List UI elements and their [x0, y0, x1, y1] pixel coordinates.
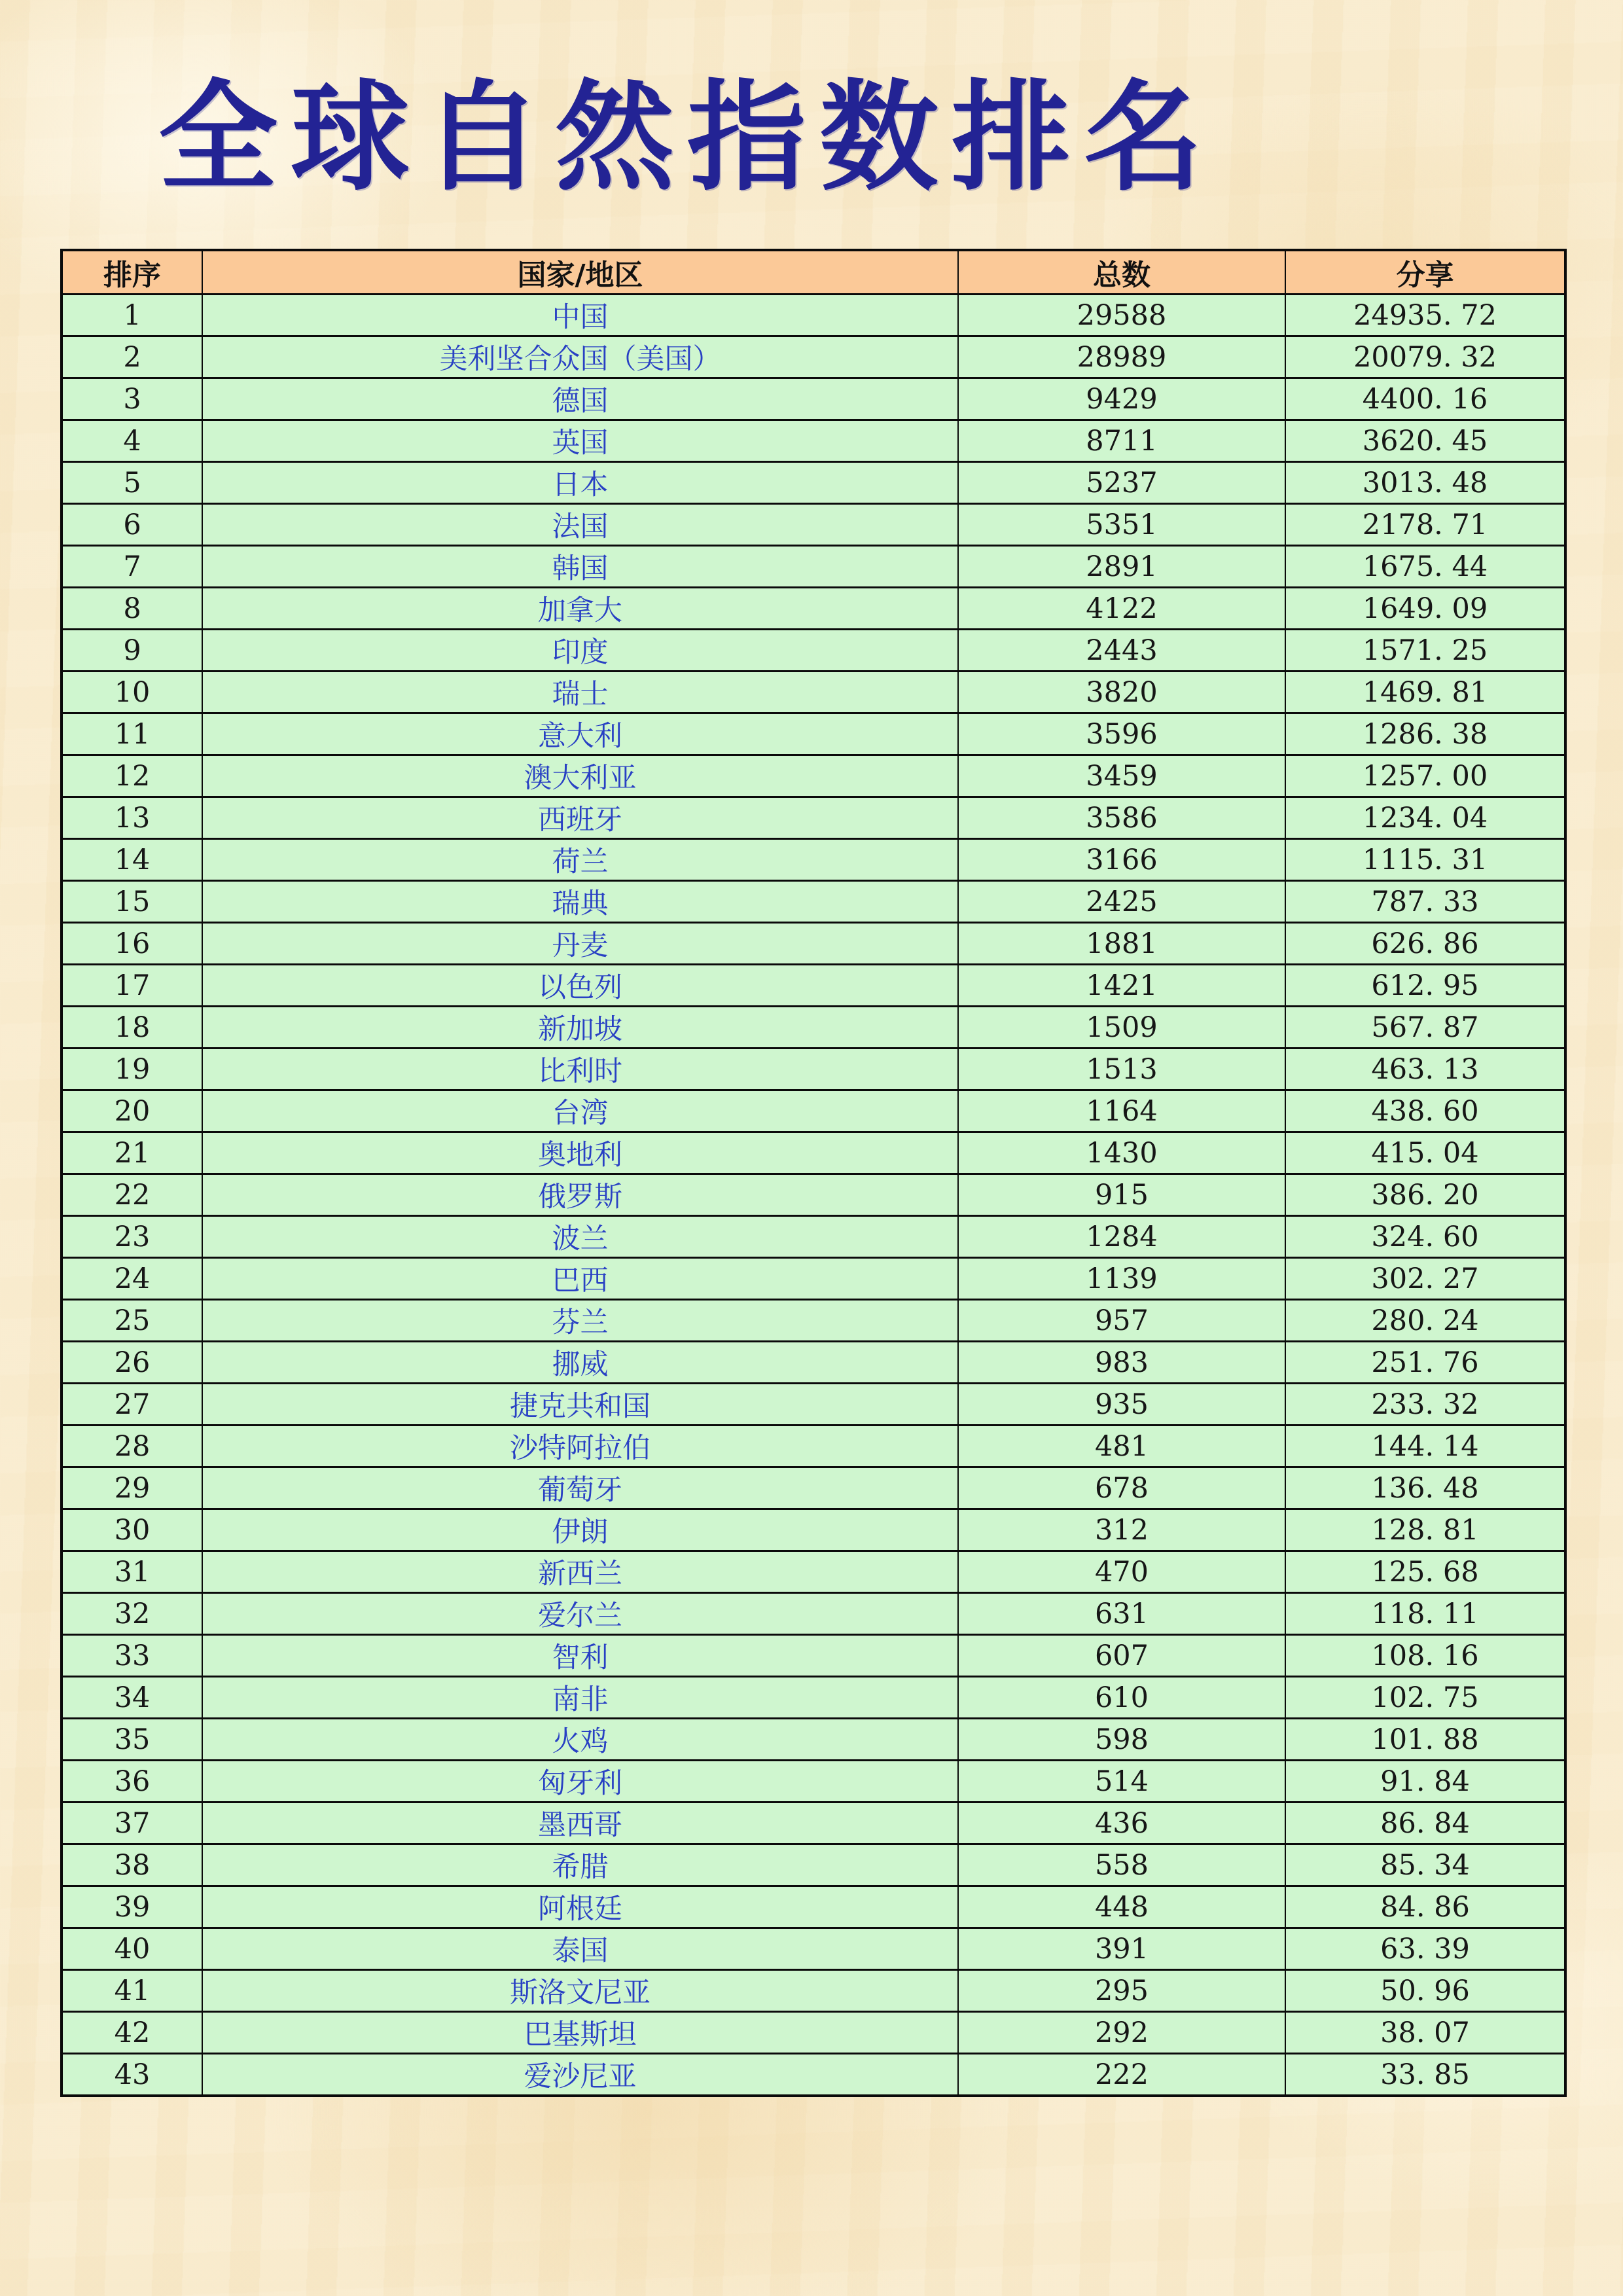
table-row [62, 1426, 1565, 1467]
table-row [62, 1049, 1565, 1090]
table-row [62, 1342, 1565, 1384]
cell-total: 3596 [958, 713, 1285, 755]
cell-country: 巴基斯坦 [202, 2012, 958, 2054]
cell-rank: 19 [62, 1049, 202, 1090]
table-row [62, 965, 1565, 1007]
cell-rank: 9 [62, 630, 202, 672]
table-row [62, 797, 1565, 839]
cell-share: 108. 16 [1285, 1635, 1565, 1677]
column-header-share: 分享 [1285, 250, 1565, 295]
cell-total: 295 [958, 1970, 1285, 2012]
cell-rank: 22 [62, 1174, 202, 1216]
cell-country: 英国 [202, 420, 958, 462]
cell-country: 匈牙利 [202, 1761, 958, 1803]
cell-share: 386. 20 [1285, 1174, 1565, 1216]
cell-country: 以色列 [202, 965, 958, 1007]
cell-total: 448 [958, 1886, 1285, 1928]
cell-country: 荷兰 [202, 839, 958, 881]
cell-country: 法国 [202, 504, 958, 546]
cell-share: 136. 48 [1285, 1467, 1565, 1509]
table-row [62, 1090, 1565, 1132]
cell-total: 607 [958, 1635, 1285, 1677]
table-row [62, 1719, 1565, 1761]
cell-rank: 33 [62, 1635, 202, 1677]
table-row [62, 2012, 1565, 2054]
cell-share: 86. 84 [1285, 1803, 1565, 1844]
cell-total: 5351 [958, 504, 1285, 546]
cell-rank: 5 [62, 462, 202, 504]
table-row [62, 378, 1565, 420]
table-row [62, 672, 1565, 713]
cell-share: 233. 32 [1285, 1384, 1565, 1426]
cell-country: 奥地利 [202, 1132, 958, 1174]
table-row [62, 1844, 1565, 1886]
table-row [62, 1216, 1565, 1258]
table-header-row [62, 250, 1565, 295]
cell-total: 222 [958, 2054, 1285, 2096]
cell-country: 中国 [202, 295, 958, 336]
cell-share: 33. 85 [1285, 2054, 1565, 2096]
table-row [62, 295, 1565, 336]
cell-total: 1513 [958, 1049, 1285, 1090]
cell-total: 3820 [958, 672, 1285, 713]
table-row [62, 881, 1565, 923]
cell-total: 481 [958, 1426, 1285, 1467]
cell-country: 墨西哥 [202, 1803, 958, 1844]
cell-total: 2425 [958, 881, 1285, 923]
cell-rank: 38 [62, 1844, 202, 1886]
cell-country: 葡萄牙 [202, 1467, 958, 1509]
cell-country: 台湾 [202, 1090, 958, 1132]
cell-rank: 40 [62, 1928, 202, 1970]
cell-total: 598 [958, 1719, 1285, 1761]
cell-share: 1115. 31 [1285, 839, 1565, 881]
cell-share: 3620. 45 [1285, 420, 1565, 462]
cell-rank: 17 [62, 965, 202, 1007]
cell-share: 101. 88 [1285, 1719, 1565, 1761]
cell-country: 新加坡 [202, 1007, 958, 1049]
cell-share: 1571. 25 [1285, 630, 1565, 672]
cell-country: 波兰 [202, 1216, 958, 1258]
cell-country: 爱尔兰 [202, 1593, 958, 1635]
cell-rank: 24 [62, 1258, 202, 1300]
cell-country: 巴西 [202, 1258, 958, 1300]
cell-rank: 28 [62, 1426, 202, 1467]
table-row [62, 336, 1565, 378]
table-row [62, 1551, 1565, 1593]
cell-country: 南非 [202, 1677, 958, 1719]
cell-total: 2443 [958, 630, 1285, 672]
table-row [62, 1384, 1565, 1426]
cell-rank: 23 [62, 1216, 202, 1258]
table-row [62, 1509, 1565, 1551]
page-title: 全球自然指数排名 [158, 67, 1216, 207]
cell-rank: 41 [62, 1970, 202, 2012]
cell-total: 1509 [958, 1007, 1285, 1049]
cell-rank: 13 [62, 797, 202, 839]
cell-rank: 27 [62, 1384, 202, 1426]
cell-rank: 43 [62, 2054, 202, 2096]
cell-total: 558 [958, 1844, 1285, 1886]
cell-total: 1421 [958, 965, 1285, 1007]
cell-total: 1139 [958, 1258, 1285, 1300]
cell-country: 比利时 [202, 1049, 958, 1090]
cell-share: 1257. 00 [1285, 755, 1565, 797]
cell-share: 125. 68 [1285, 1551, 1565, 1593]
cell-total: 29588 [958, 295, 1285, 336]
table-row [62, 1886, 1565, 1928]
cell-country: 瑞士 [202, 672, 958, 713]
cell-rank: 12 [62, 755, 202, 797]
table-row [62, 1132, 1565, 1174]
cell-country: 沙特阿拉伯 [202, 1426, 958, 1467]
table-row [62, 755, 1565, 797]
cell-share: 50. 96 [1285, 1970, 1565, 2012]
cell-country: 加拿大 [202, 588, 958, 630]
table-row [62, 420, 1565, 462]
cell-share: 84. 86 [1285, 1886, 1565, 1928]
cell-total: 1284 [958, 1216, 1285, 1258]
cell-rank: 31 [62, 1551, 202, 1593]
table-row [62, 504, 1565, 546]
cell-rank: 7 [62, 546, 202, 588]
cell-country: 意大利 [202, 713, 958, 755]
cell-total: 8711 [958, 420, 1285, 462]
table-row [62, 1635, 1565, 1677]
cell-total: 1164 [958, 1090, 1285, 1132]
cell-total: 436 [958, 1803, 1285, 1844]
cell-share: 128. 81 [1285, 1509, 1565, 1551]
cell-rank: 32 [62, 1593, 202, 1635]
cell-total: 9429 [958, 378, 1285, 420]
cell-total: 3586 [958, 797, 1285, 839]
cell-total: 915 [958, 1174, 1285, 1216]
cell-share: 438. 60 [1285, 1090, 1565, 1132]
cell-share: 1234. 04 [1285, 797, 1565, 839]
cell-total: 1881 [958, 923, 1285, 965]
cell-share: 415. 04 [1285, 1132, 1565, 1174]
table-row [62, 713, 1565, 755]
table-row [62, 546, 1565, 588]
table-row [62, 2054, 1565, 2096]
cell-total: 28989 [958, 336, 1285, 378]
cell-share: 4400. 16 [1285, 378, 1565, 420]
cell-rank: 20 [62, 1090, 202, 1132]
cell-total: 935 [958, 1384, 1285, 1426]
cell-share: 787. 33 [1285, 881, 1565, 923]
column-header-country: 国家/地区 [202, 250, 958, 295]
cell-share: 144. 14 [1285, 1426, 1565, 1467]
cell-rank: 35 [62, 1719, 202, 1761]
table-row [62, 1467, 1565, 1509]
cell-total: 1430 [958, 1132, 1285, 1174]
cell-rank: 16 [62, 923, 202, 965]
cell-share: 91. 84 [1285, 1761, 1565, 1803]
cell-share: 567. 87 [1285, 1007, 1565, 1049]
cell-rank: 2 [62, 336, 202, 378]
cell-country: 美利坚合众国（美国） [202, 336, 958, 378]
cell-country: 伊朗 [202, 1509, 958, 1551]
cell-country: 斯洛文尼亚 [202, 1970, 958, 2012]
cell-rank: 4 [62, 420, 202, 462]
cell-rank: 37 [62, 1803, 202, 1844]
cell-country: 火鸡 [202, 1719, 958, 1761]
cell-share: 251. 76 [1285, 1342, 1565, 1384]
cell-share: 85. 34 [1285, 1844, 1565, 1886]
cell-share: 463. 13 [1285, 1049, 1565, 1090]
cell-total: 4122 [958, 588, 1285, 630]
cell-total: 2891 [958, 546, 1285, 588]
table-row [62, 1258, 1565, 1300]
cell-country: 泰国 [202, 1928, 958, 1970]
cell-share: 612. 95 [1285, 965, 1565, 1007]
cell-total: 983 [958, 1342, 1285, 1384]
cell-share: 1675. 44 [1285, 546, 1565, 588]
table-row [62, 1300, 1565, 1342]
cell-country: 新西兰 [202, 1551, 958, 1593]
cell-country: 挪威 [202, 1342, 958, 1384]
cell-share: 38. 07 [1285, 2012, 1565, 2054]
cell-country: 西班牙 [202, 797, 958, 839]
cell-country: 印度 [202, 630, 958, 672]
cell-rank: 34 [62, 1677, 202, 1719]
cell-share: 63. 39 [1285, 1928, 1565, 1970]
cell-total: 5237 [958, 462, 1285, 504]
cell-rank: 11 [62, 713, 202, 755]
cell-country: 韩国 [202, 546, 958, 588]
table-row [62, 839, 1565, 881]
cell-share: 626. 86 [1285, 923, 1565, 965]
cell-rank: 42 [62, 2012, 202, 2054]
cell-share: 118. 11 [1285, 1593, 1565, 1635]
cell-country: 希腊 [202, 1844, 958, 1886]
column-header-total: 总数 [958, 250, 1285, 295]
table-row [62, 462, 1565, 504]
table-row [62, 1677, 1565, 1719]
table-row [62, 1970, 1565, 2012]
cell-share: 1286. 38 [1285, 713, 1565, 755]
cell-rank: 10 [62, 672, 202, 713]
cell-total: 312 [958, 1509, 1285, 1551]
cell-rank: 14 [62, 839, 202, 881]
cell-share: 102. 75 [1285, 1677, 1565, 1719]
cell-rank: 26 [62, 1342, 202, 1384]
cell-total: 957 [958, 1300, 1285, 1342]
cell-rank: 18 [62, 1007, 202, 1049]
cell-total: 3459 [958, 755, 1285, 797]
cell-country: 智利 [202, 1635, 958, 1677]
cell-country: 日本 [202, 462, 958, 504]
table-row [62, 1174, 1565, 1216]
cell-total: 514 [958, 1761, 1285, 1803]
cell-country: 俄罗斯 [202, 1174, 958, 1216]
cell-rank: 36 [62, 1761, 202, 1803]
cell-total: 610 [958, 1677, 1285, 1719]
cell-share: 24935. 72 [1285, 295, 1565, 336]
cell-rank: 8 [62, 588, 202, 630]
cell-country: 爱沙尼亚 [202, 2054, 958, 2096]
cell-rank: 39 [62, 1886, 202, 1928]
cell-country: 瑞典 [202, 881, 958, 923]
cell-country: 澳大利亚 [202, 755, 958, 797]
cell-country: 阿根廷 [202, 1886, 958, 1928]
cell-rank: 21 [62, 1132, 202, 1174]
cell-country: 德国 [202, 378, 958, 420]
cell-share: 20079. 32 [1285, 336, 1565, 378]
cell-rank: 29 [62, 1467, 202, 1509]
cell-rank: 6 [62, 504, 202, 546]
cell-country: 丹麦 [202, 923, 958, 965]
cell-total: 391 [958, 1928, 1285, 1970]
table-row [62, 1761, 1565, 1803]
table-row [62, 630, 1565, 672]
cell-share: 324. 60 [1285, 1216, 1565, 1258]
cell-share: 280. 24 [1285, 1300, 1565, 1342]
column-header-rank: 排序 [62, 250, 202, 295]
table-row [62, 1803, 1565, 1844]
cell-country: 捷克共和国 [202, 1384, 958, 1426]
ranking-table [60, 249, 1567, 2097]
cell-share: 302. 27 [1285, 1258, 1565, 1300]
cell-rank: 25 [62, 1300, 202, 1342]
cell-total: 470 [958, 1551, 1285, 1593]
cell-rank: 3 [62, 378, 202, 420]
cell-total: 3166 [958, 839, 1285, 881]
cell-total: 292 [958, 2012, 1285, 2054]
cell-share: 2178. 71 [1285, 504, 1565, 546]
table-row [62, 588, 1565, 630]
table-row [62, 1928, 1565, 1970]
cell-share: 1469. 81 [1285, 672, 1565, 713]
cell-share: 3013. 48 [1285, 462, 1565, 504]
table-body [62, 295, 1565, 2096]
cell-rank: 1 [62, 295, 202, 336]
table-row [62, 1007, 1565, 1049]
cell-country: 芬兰 [202, 1300, 958, 1342]
cell-rank: 15 [62, 881, 202, 923]
table-row [62, 923, 1565, 965]
cell-total: 631 [958, 1593, 1285, 1635]
cell-total: 678 [958, 1467, 1285, 1509]
cell-rank: 30 [62, 1509, 202, 1551]
cell-share: 1649. 09 [1285, 588, 1565, 630]
table-row [62, 1593, 1565, 1635]
